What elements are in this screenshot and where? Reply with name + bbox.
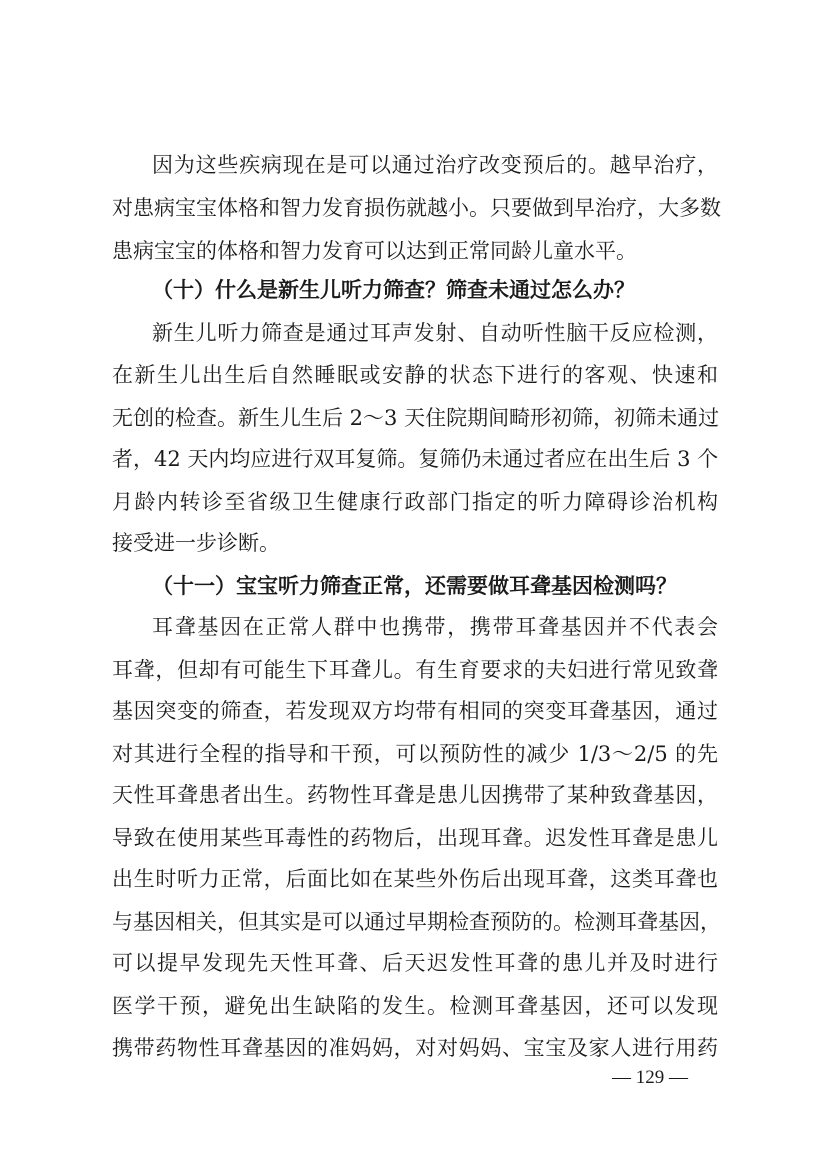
paragraph-2-line-5: 月龄内转诊至省级卫生健康行政部门指定的听力障碍诊治机构 — [112, 490, 718, 514]
paragraph-3-line-9: 可以提早发现先天性耳聋、后天迟发性耳聋的患儿并及时进行 — [112, 951, 718, 975]
paragraph-1-line-1: 因为这些疾病现在是可以通过治疗改变预后的。越早治疗， — [152, 153, 718, 177]
paragraph-3-line-4: 对其进行全程的指导和干预，可以预防性的减少 1/3～2/5 的先 — [112, 742, 718, 766]
paragraph-1-line-2: 对患病宝宝体格和智力发育损伤就越小。只要做到早治疗，大多数 — [112, 196, 721, 220]
paragraph-3-line-7: 出生时听力正常，后面比如在某些外伤后出现耳聋，这类耳聋也 — [112, 867, 718, 891]
paragraph-3-line-10: 医学干预，避免出生缺陷的发生。检测耳聋基因，还可以发现 — [112, 994, 718, 1018]
paragraph-2-line-6: 接受进一步诊断。 — [112, 531, 280, 555]
section-heading-11: （十一）宝宝听力筛查正常，还需要做耳聋基因检测吗？ — [152, 573, 677, 598]
paragraph-3-line-11: 携带药物性耳聋基因的准妈妈，对对妈妈、宝宝及家人进行用药 — [112, 1036, 718, 1060]
paragraph-3-line-6: 导致在使用某些耳毒性的药物后，出现耳聋。迟发性耳聋是患儿 — [112, 826, 718, 850]
section-heading-10: （十）什么是新生儿听力筛查？筛查未通过怎么办？ — [152, 277, 635, 302]
page-number: — 129 — — [612, 1067, 688, 1088]
paragraph-2-line-3: 无创的检查。新生儿生后 2～3 天住院期间畸形初筛，初筛未通过 — [112, 406, 720, 430]
paragraph-2-line-2: 在新生儿出生后自然睡眠或安静的状态下进行的客观、快速和 — [112, 363, 718, 387]
paragraph-3-line-1: 耳聋基因在正常人群中也携带，携带耳聋基因并不代表会 — [152, 615, 718, 639]
paragraph-3-line-8: 与基因相关，但其实是可以通过早期检查预防的。检测耳聋基因， — [112, 910, 721, 934]
paragraph-2-line-4: 者，42 天内均应进行双耳复筛。复筛仍未通过者应在出生后 3 个 — [112, 447, 719, 471]
paragraph-3-line-2: 耳聋，但却有可能生下耳聋儿。有生育要求的夫妇进行常见致聋 — [112, 658, 718, 682]
paragraph-1-line-3: 患病宝宝的体格和智力发育可以达到正常同龄儿童水平。 — [112, 239, 637, 263]
paragraph-3-line-5: 天性耳聋患者出生。药物性耳聋是患儿因携带了某种致聋基因， — [112, 783, 718, 807]
paragraph-3-line-3: 基因突变的筛查，若发现双方均带有相同的突变耳聋基因，通过 — [112, 699, 718, 723]
paragraph-2-line-1: 新生儿听力筛查是通过耳声发射、自动听性脑干反应检测， — [152, 321, 718, 345]
